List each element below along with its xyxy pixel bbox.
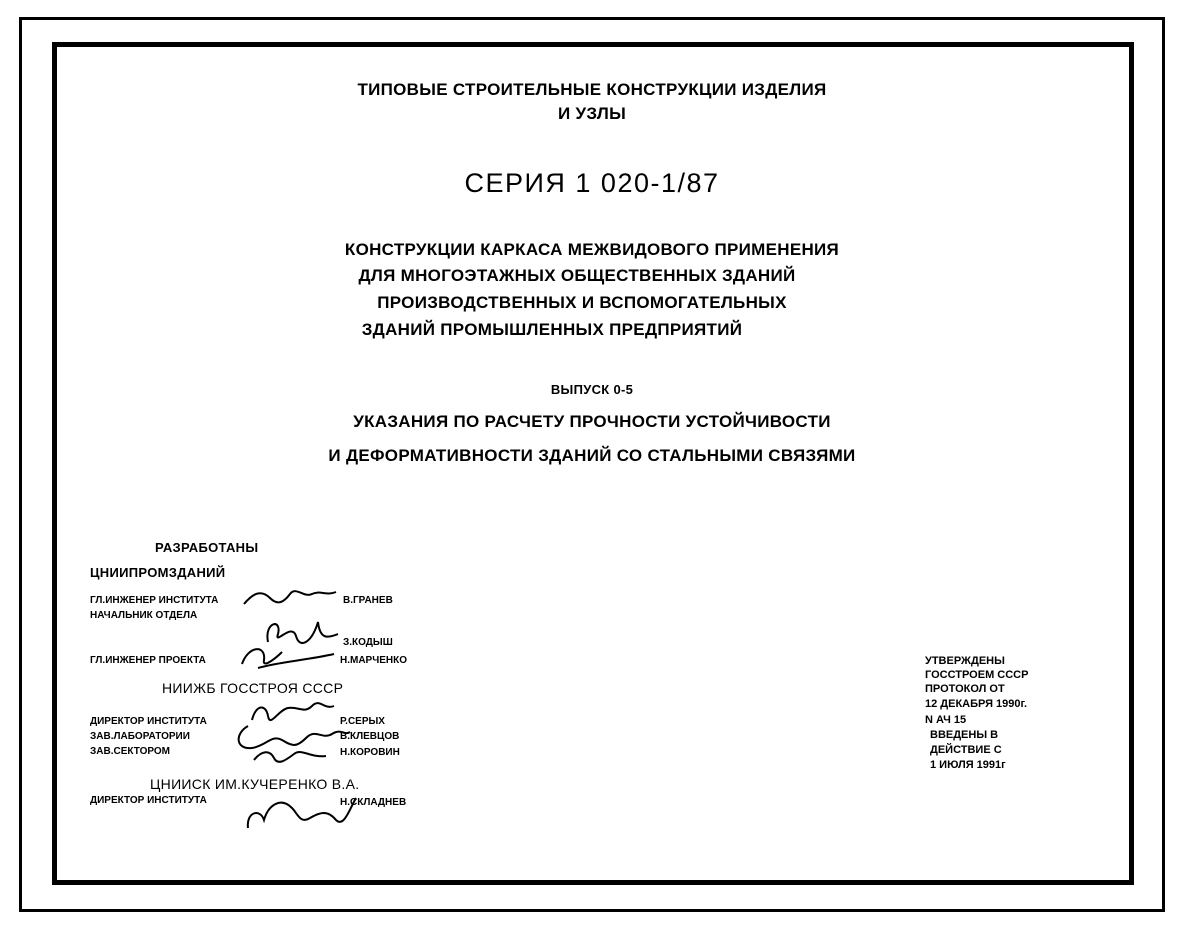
org2-role-2: ЗАВ.ЛАБОРАТОРИИ [90, 731, 190, 742]
header-line-2: И УЗЛЫ [557, 104, 627, 123]
org2-role-1: ДИРЕКТОР ИНСТИТУТА [90, 716, 207, 727]
org1-role-3: ГЛ.ИНЖЕНЕР ПРОЕКТА [90, 655, 206, 666]
org3-name: ЦНИИСК ИМ.КУЧЕРЕНКО В.А. [150, 776, 360, 792]
subject-line-3: ПРОИЗВОДСТВЕННЫХ И ВСПОМОГАТЕЛЬНЫХ [377, 293, 787, 312]
signature-granev [240, 586, 340, 610]
issue-title-line-2: И ДЕФОРМАТИВНОСТИ ЗДАНИЙ СО СТАЛЬНЫМИ СВЯЗЯМИ [328, 446, 856, 465]
signature-korovin [250, 746, 330, 766]
org2-name-2: В.КЛЕВЦОВ [340, 731, 400, 742]
series-title: СЕРИЯ 1 020-1/87 [464, 168, 720, 198]
org1-name-3: Н.МАРЧЕНКО [340, 655, 408, 666]
approval-line-6: ВВЕДЕНЫ В [930, 729, 999, 741]
header-line-1: ТИПОВЫЕ СТРОИТЕЛЬНЫЕ КОНСТРУКЦИИ ИЗДЕЛИЯ [357, 80, 827, 99]
org1-name-1: В.ГРАНЕВ [343, 595, 393, 606]
org1-role-2: НАЧАЛЬНИК ОТДЕЛА [90, 610, 198, 621]
issue-number: ВЫПУСК 0-5 [550, 382, 634, 397]
org3-role-1: ДИРЕКТОР ИНСТИТУТА [90, 795, 207, 806]
approval-line-7: ДЕЙСТВИЕ С [930, 744, 1002, 756]
approval-line-1: УТВЕРЖДЕНЫ [925, 655, 1005, 667]
org1-role-1: ГЛ.ИНЖЕНЕР ИНСТИТУТА [90, 595, 219, 606]
approval-line-4: 12 ДЕКАБРЯ 1990г. [925, 698, 1028, 710]
signature-marchenko [238, 640, 338, 674]
org2-name-3: Н.КОРОВИН [340, 747, 400, 758]
subject-line-1: КОНСТРУКЦИИ КАРКАСА МЕЖВИДОВОГО ПРИМЕНЕНИЯ [344, 240, 840, 259]
issue-title-line-1: УКАЗАНИЯ ПО РАСЧЕТУ ПРОЧНОСТИ УСТОЙЧИВОСТИ [353, 412, 831, 431]
org1-name-2: З.КОДЫШ [343, 637, 393, 648]
org2-name-1: Р.СЕРЫХ [340, 716, 385, 727]
subject-line-2: ДЛЯ МНОГОЭТАЖНЫХ ОБЩЕСТВЕННЫХ ЗДАНИЙ [358, 266, 796, 285]
approval-line-3: ПРОТОКОЛ ОТ [925, 683, 1005, 695]
org1-name: ЦНИИПРОМЗДАНИЙ [90, 565, 226, 580]
developed-label: РАЗРАБОТАНЫ [155, 540, 259, 555]
org2-name: НИИЖБ ГОССТРОЯ СССР [162, 680, 344, 696]
subject-line-4: ЗДАНИЙ ПРОМЫШЛЕННЫХ ПРЕДПРИЯТИЙ [361, 320, 743, 339]
approval-line-2: ГОССТРОЕМ СССР [925, 669, 1029, 681]
approval-line-5: N АЧ 15 [925, 714, 967, 726]
signature-skladnev [240, 788, 360, 832]
approval-line-8: 1 ИЮЛЯ 1991г [930, 759, 1006, 771]
org2-role-3: ЗАВ.СЕКТОРОМ [90, 746, 171, 757]
org3-name-1: Н.СКЛАДНЕВ [340, 797, 407, 808]
